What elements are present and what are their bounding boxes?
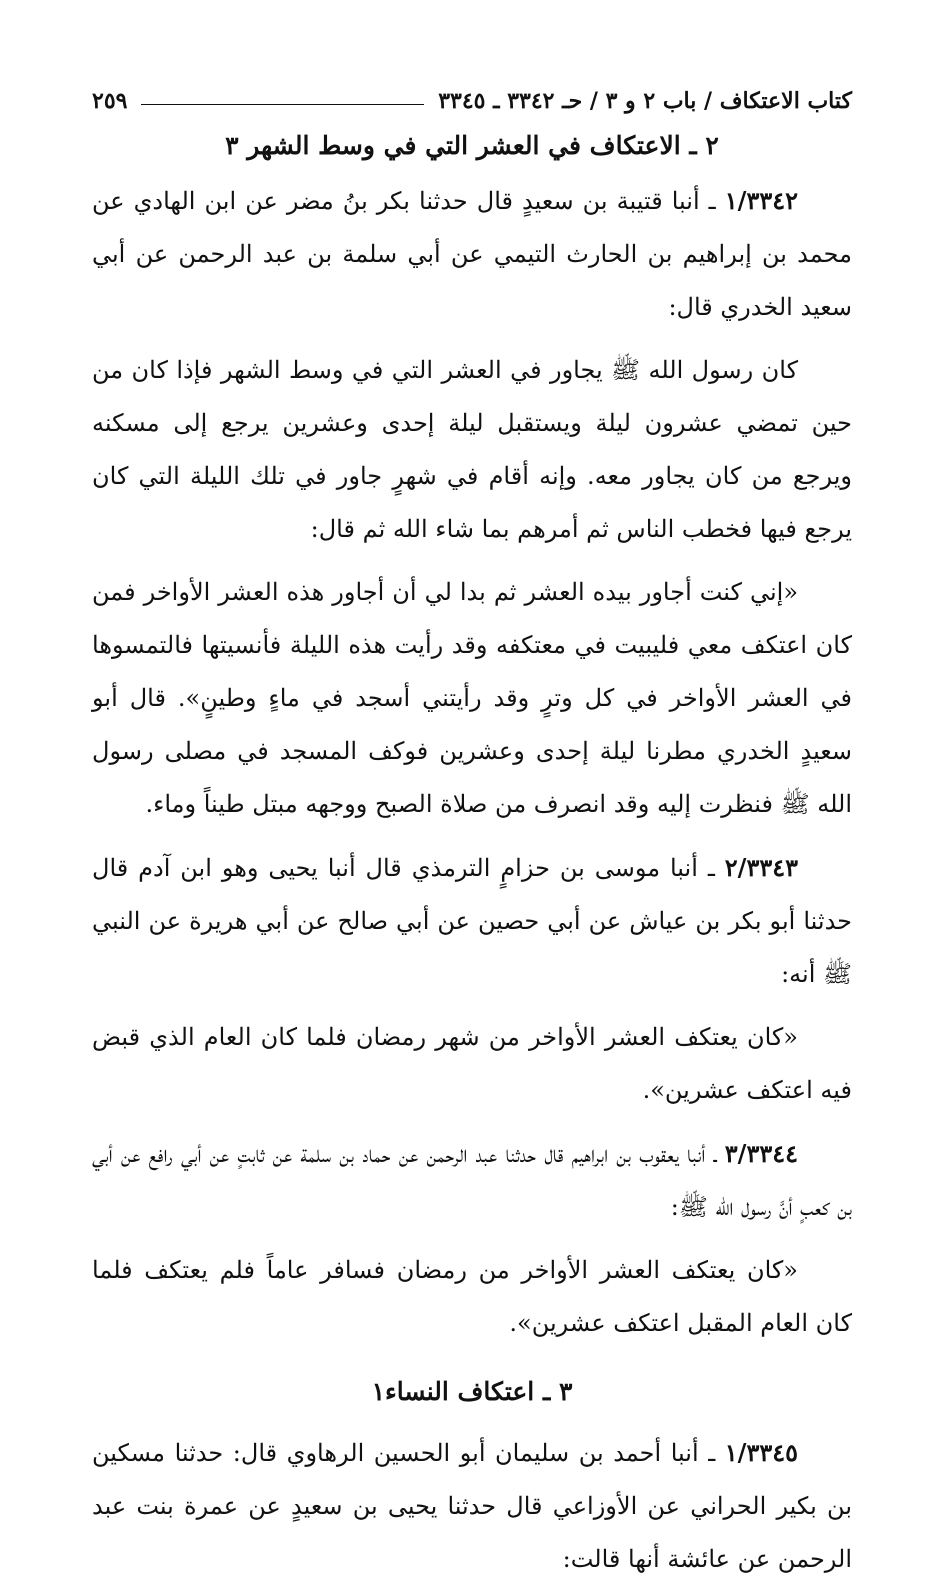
- running-header: [92, 78, 852, 114]
- isnad-text: ـ أنبا يعقوب بن ابراهيم قال حدثنا عبد الرحمن عن حماد بن سلمة عن ثابتٍ عن أبي رافع عن أبي بن كعبٍ أنَّ رسول الله ﷺ:: [92, 1140, 852, 1221]
- isnad-text: ـ أنبا أحمد بن سليمان أبو الحسين الرهاوي قال: حدثنا مسكين بن بكير الحراني عن الأوزاعي قال حدثنا يحيى بن سعيدٍ عن عمرة بنت عبد الرحمن عن عائشة أنها قالت:: [92, 1439, 852, 1573]
- hadith-3342-matn-1: كان رسول الله ﷺ يجاور في العشر التي في وسط الشهر فإذا كان من حين تمضي عشرون ليلة ويستقبل ليلة إحدى وعشرين يرجع إلى مسكنه ويرجع من كان يجاور معه. وإنه أقام في شهرٍ جاور في تلك الليلة التي كان يرجع فيها فخطب الناس ثم أمرهم بما شاء الله ثم قال:: [92, 356, 852, 543]
- running-title: كتاب الاعتكاف / باب ٢ و ٣ / حـ ٣٣٤٢ ـ ٣٣٤٥: [438, 88, 852, 114]
- hadith-3343-isnad: [92, 841, 852, 1001]
- hadith-3343-matn: «كان يعتكف العشر الأواخر من شهر رمضان فلما كان العام الذي قبض فيه اعتكف عشرين».: [92, 1023, 852, 1104]
- isnad-text: ـ أنبا موسى بن حزامٍ الترمذي قال أنبا يحيى وهو ابن آدم قال حدثنا أبو بكر بن عياش عن أبي حصين عن أبي صالح عن أبي هريرة عن النبي ﷺ أنه:: [92, 854, 852, 988]
- hadith-3342-matn-2: «إني كنت أجاور بيده العشر ثم بدا لي أن أجاور هذه العشر الأواخر فمن كان اعتكف معي فليبيت في معتكفه وقد رأيت هذه الليلة فأنسيتها فالتمسوها في العشر الأواخر في كل وترٍ وقد رأيتني أسجد في ماءٍ وطينٍ». قال أبو سعيدٍ الخدري مطرنا ليلة إحدى وعشرين فوكف المسجد في مصلى رسول الله ﷺ فنظرت إليه وقد انصرف من صلاة الصبح ووجهه مبتل طيناً وماء.: [92, 578, 852, 818]
- header-rule: [141, 104, 424, 105]
- hadith-3344-isnad: [92, 1127, 852, 1234]
- isnad-text: ـ أنبا قتيبة بن سعيدٍ قال حدثنا بكر بنُ مضر عن ابن الهادي عن محمد بن إبراهيم بن الحارث التيمي عن أبي سلمة بن عبد الرحمن عن أبي سعيد الخدري قال:: [92, 187, 853, 321]
- section-title-itikaf-middle-ten: ٢ ـ الاعتكاف في العشر التي في وسط الشهر ٣: [225, 131, 719, 160]
- section-title-women-itikaf: ٣ ـ اعتكاف النساء١: [371, 1377, 573, 1406]
- page-number: ٢٥٩: [92, 88, 128, 114]
- hadith-3344-matn: «كان يعتكف العشر الأواخر من رمضان فسافر عاماً فلم يعتكف فلما كان العام المقبل اعتكف عشرين».: [92, 1256, 852, 1337]
- hadith-3345-isnad: [92, 1426, 852, 1586]
- hadith-number: ٢/٣٣٤٣: [724, 853, 798, 882]
- hadith-3342-isnad: [92, 174, 852, 334]
- hadith-number: ١/٣٣٤٥: [724, 1438, 798, 1467]
- hadith-number: ٣/٣٣٤٤: [724, 1139, 798, 1168]
- hadith-number: ١/٣٣٤٢: [724, 186, 798, 215]
